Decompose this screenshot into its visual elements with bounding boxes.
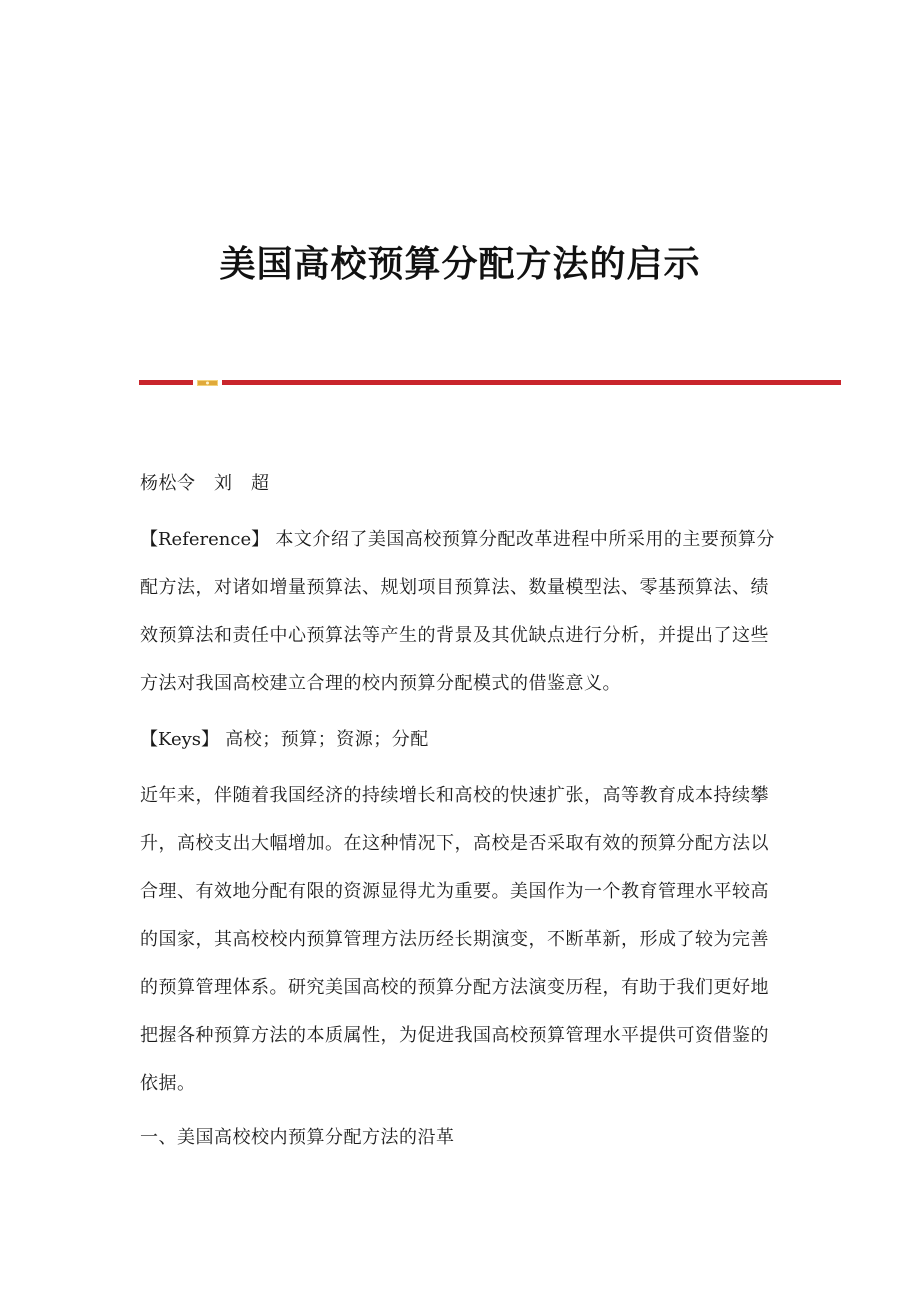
title-divider-left bbox=[139, 380, 193, 385]
intro-paragraph: 近年来，伴随着我国经济的持续增长和高校的快速扩张，高等教育成本持续攀升，高校支出大幅增加。在这种情况下，高校是否采取有效的预算分配方法以合理、有效地分配有限的资源显得尤为重要。美国作为一个教育管理水平较高的国家，其高校校内预算管理方法历经长期演变，不断革新，形成了较为完善的预算管理体系。研究美国高校的预算分配方法演变历程，有助于我们更好地把握各种预算方法的本质属性，为促进我国高校预算管理水平提供可资借鉴的依据。 bbox=[140, 785, 769, 1094]
keywords-text: 高校；预算；资源；分配 bbox=[225, 729, 429, 750]
divider-ornament-icon bbox=[197, 380, 218, 386]
keywords-paragraph bbox=[140, 716, 780, 764]
abstract-text: 本文介绍了美国高校预算分配改革进程中所采用的主要预算分配方法，对诸如增量预算法、规划项目预算法、数量模型法、零基预算法、绩效预算法和责任中心预算法等产生的背景及其优缺点进行分析，并提出了这些方法对我国高校建立合理的校内预算分配模式的借鉴意义。 bbox=[140, 529, 775, 694]
author-line: 杨松令 刘 超 bbox=[140, 473, 270, 494]
keywords-label: 【Keys】 bbox=[140, 729, 220, 750]
abstract-label: 【Reference】 bbox=[140, 529, 270, 550]
section-heading: 一、美国高校校内预算分配方法的沿革 bbox=[140, 1127, 455, 1148]
abstract-paragraph bbox=[140, 516, 776, 708]
document-title: 美国高校预算分配方法的启示 bbox=[219, 243, 701, 286]
title-divider-right bbox=[222, 380, 841, 385]
